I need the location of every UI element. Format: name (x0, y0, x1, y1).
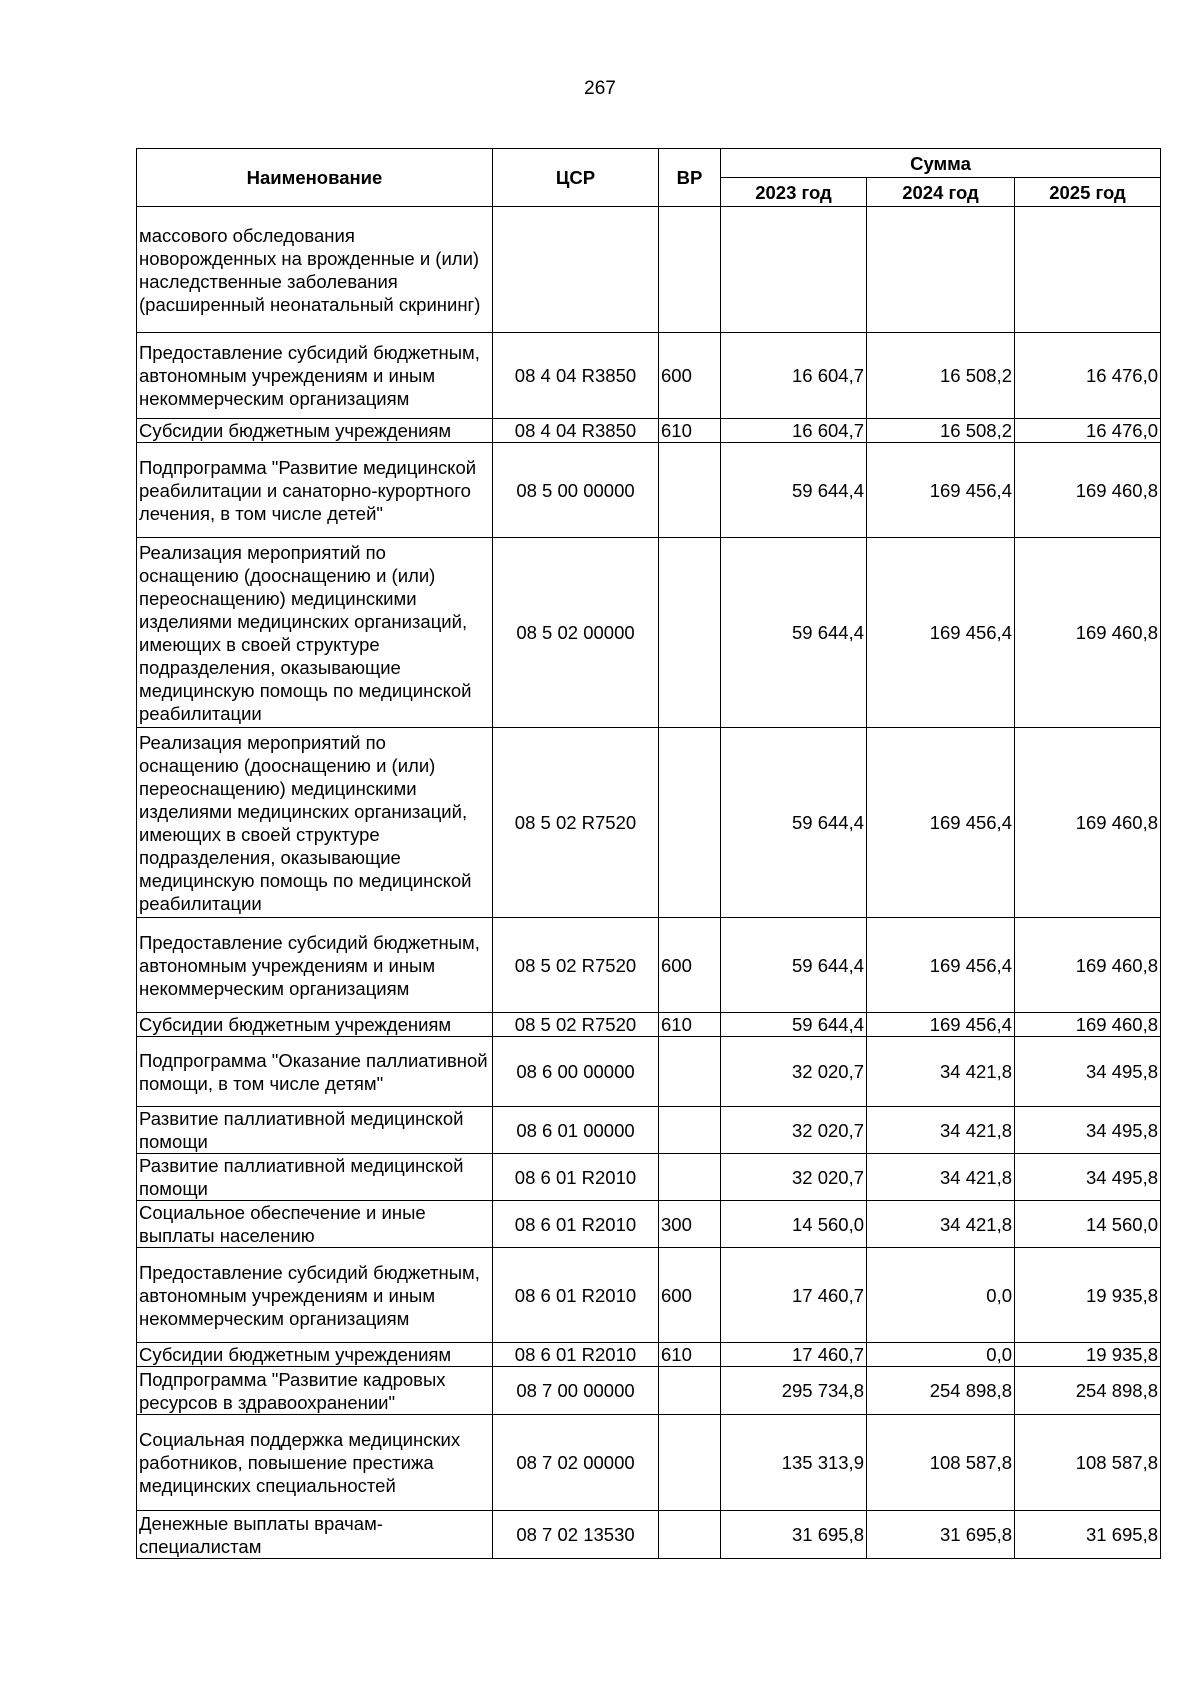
row-csr-cell: 08 5 02 00000 (493, 538, 659, 728)
header-year-2023: 2023 год (721, 178, 867, 207)
table-row (137, 538, 1161, 728)
row-name-cell: Субсидии бюджетным учреждениям (137, 419, 493, 443)
table-row (137, 207, 1161, 333)
row-2025-cell: 108 587,8 (1015, 1415, 1161, 1511)
row-vr-cell (659, 1415, 721, 1511)
row-2024-cell: 169 456,4 (867, 1013, 1015, 1037)
row-name-cell: Подпрограмма "Развитие кадровых ресурсов в здравоохранении" (137, 1367, 493, 1415)
row-2025-cell: 34 495,8 (1015, 1154, 1161, 1201)
row-csr-cell: 08 6 01 00000 (493, 1107, 659, 1154)
row-2024-cell: 169 456,4 (867, 728, 1015, 918)
row-2024-cell (867, 207, 1015, 333)
table-row (137, 443, 1161, 538)
row-csr-cell: 08 5 02 R7520 (493, 918, 659, 1013)
table-row (137, 1415, 1161, 1511)
row-name-cell: Развитие паллиативной медицинской помощи (137, 1154, 493, 1201)
table-row (137, 1343, 1161, 1367)
row-csr-cell: 08 6 01 R2010 (493, 1154, 659, 1201)
row-2024-cell: 16 508,2 (867, 333, 1015, 419)
header-sum: Сумма (721, 149, 1161, 178)
header-year-2024: 2024 год (867, 178, 1015, 207)
row-2025-cell: 16 476,0 (1015, 333, 1161, 419)
row-2025-cell: 254 898,8 (1015, 1367, 1161, 1415)
row-vr-cell (659, 443, 721, 538)
table-row (137, 1154, 1161, 1201)
row-2024-cell: 16 508,2 (867, 419, 1015, 443)
row-name-cell: Предоставление субсидий бюджетным, автономным учреждениям и иным некоммерческим организациям (137, 333, 493, 419)
row-vr-cell: 610 (659, 419, 721, 443)
header-year-2025: 2025 год (1015, 178, 1161, 207)
budget-table (136, 148, 1161, 1559)
row-vr-cell (659, 538, 721, 728)
row-2024-cell: 0,0 (867, 1343, 1015, 1367)
row-2025-cell: 169 460,8 (1015, 918, 1161, 1013)
row-vr-cell: 600 (659, 333, 721, 419)
page-number: 267 (584, 78, 616, 99)
row-name-cell: массового обследования новорожденных на врожденные и (или) наследственные заболевания (расширенный неонатальный скрининг) (137, 207, 493, 333)
header-name: Наименование (137, 149, 493, 207)
row-2025-cell: 169 460,8 (1015, 538, 1161, 728)
row-vr-cell: 600 (659, 918, 721, 1013)
row-vr-cell (659, 1511, 721, 1559)
row-name-cell: Социальное обеспечение и иные выплаты населению (137, 1201, 493, 1248)
row-name-cell: Развитие паллиативной медицинской помощи (137, 1107, 493, 1154)
table-body (137, 207, 1161, 1559)
row-2024-cell: 169 456,4 (867, 538, 1015, 728)
row-2025-cell: 34 495,8 (1015, 1037, 1161, 1107)
row-2024-cell: 108 587,8 (867, 1415, 1015, 1511)
row-csr-cell (493, 207, 659, 333)
row-csr-cell: 08 5 00 00000 (493, 443, 659, 538)
row-2023-cell: 31 695,8 (721, 1511, 867, 1559)
row-2024-cell: 169 456,4 (867, 918, 1015, 1013)
row-csr-cell: 08 4 04 R3850 (493, 419, 659, 443)
row-csr-cell: 08 7 02 00000 (493, 1415, 659, 1511)
table-row (137, 1037, 1161, 1107)
row-name-cell: Реализация мероприятий по оснащению (дооснащению и (или) переоснащению) медицинскими изделиями медицинских организаций, имеющих в своей структуре подразделения, оказывающие медицинскую помощь по медицинской реабилитации (137, 538, 493, 728)
row-2023-cell: 295 734,8 (721, 1367, 867, 1415)
row-csr-cell: 08 6 01 R2010 (493, 1201, 659, 1248)
header-vr: ВР (659, 149, 721, 207)
row-name-cell: Денежные выплаты врачам-специалистам (137, 1511, 493, 1559)
row-2023-cell: 59 644,4 (721, 918, 867, 1013)
row-csr-cell: 08 5 02 R7520 (493, 728, 659, 918)
table-row (137, 918, 1161, 1013)
table-header (137, 149, 1161, 207)
row-2023-cell: 32 020,7 (721, 1037, 867, 1107)
table-row (137, 1107, 1161, 1154)
row-2023-cell: 59 644,4 (721, 538, 867, 728)
row-2023-cell: 16 604,7 (721, 333, 867, 419)
row-2023-cell: 14 560,0 (721, 1201, 867, 1248)
row-name-cell: Социальная поддержка медицинских работников, повышение престижа медицинских специальностей (137, 1415, 493, 1511)
row-2024-cell: 34 421,8 (867, 1107, 1015, 1154)
row-csr-cell: 08 5 02 R7520 (493, 1013, 659, 1037)
row-2025-cell: 19 935,8 (1015, 1248, 1161, 1343)
row-2023-cell: 32 020,7 (721, 1107, 867, 1154)
row-2023-cell: 59 644,4 (721, 1013, 867, 1037)
row-vr-cell: 610 (659, 1013, 721, 1037)
row-2025-cell: 31 695,8 (1015, 1511, 1161, 1559)
row-name-cell: Реализация мероприятий по оснащению (дооснащению и (или) переоснащению) медицинскими изделиями медицинских организаций, имеющих в своей структуре подразделения, оказывающие медицинскую помощь по медицинской реабилитации (137, 728, 493, 918)
row-vr-cell (659, 1367, 721, 1415)
row-vr-cell (659, 728, 721, 918)
table-row (137, 1248, 1161, 1343)
row-2024-cell: 34 421,8 (867, 1037, 1015, 1107)
row-2024-cell: 254 898,8 (867, 1367, 1015, 1415)
table-row (137, 419, 1161, 443)
row-name-cell: Подпрограмма "Развитие медицинской реабилитации и санаторно-курортного лечения, в том числе детей" (137, 443, 493, 538)
row-csr-cell: 08 4 04 R3850 (493, 333, 659, 419)
row-vr-cell (659, 1107, 721, 1154)
row-2024-cell: 31 695,8 (867, 1511, 1015, 1559)
table-row (137, 333, 1161, 419)
row-2025-cell: 34 495,8 (1015, 1107, 1161, 1154)
row-vr-cell (659, 1037, 721, 1107)
row-2023-cell: 59 644,4 (721, 728, 867, 918)
row-name-cell: Предоставление субсидий бюджетным, автономным учреждениям и иным некоммерческим организациям (137, 1248, 493, 1343)
row-2023-cell: 135 313,9 (721, 1415, 867, 1511)
row-csr-cell: 08 6 00 00000 (493, 1037, 659, 1107)
row-2023-cell: 32 020,7 (721, 1154, 867, 1201)
row-2023-cell: 59 644,4 (721, 443, 867, 538)
row-2023-cell (721, 207, 867, 333)
row-csr-cell: 08 6 01 R2010 (493, 1343, 659, 1367)
row-2024-cell: 0,0 (867, 1248, 1015, 1343)
row-2025-cell: 16 476,0 (1015, 419, 1161, 443)
row-vr-cell: 300 (659, 1201, 721, 1248)
row-csr-cell: 08 7 00 00000 (493, 1367, 659, 1415)
row-name-cell: Предоставление субсидий бюджетным, автономным учреждениям и иным некоммерческим организациям (137, 918, 493, 1013)
row-vr-cell: 600 (659, 1248, 721, 1343)
table-row (137, 728, 1161, 918)
table-row (137, 1367, 1161, 1415)
table-row (137, 1201, 1161, 1248)
header-csr: ЦСР (493, 149, 659, 207)
row-2024-cell: 34 421,8 (867, 1154, 1015, 1201)
row-2025-cell: 169 460,8 (1015, 728, 1161, 918)
row-csr-cell: 08 6 01 R2010 (493, 1248, 659, 1343)
row-name-cell: Подпрограмма "Оказание паллиативной помощи, в том числе детям" (137, 1037, 493, 1107)
table-row (137, 1013, 1161, 1037)
row-vr-cell (659, 1154, 721, 1201)
row-2025-cell: 19 935,8 (1015, 1343, 1161, 1367)
row-name-cell: Субсидии бюджетным учреждениям (137, 1343, 493, 1367)
row-2025-cell: 14 560,0 (1015, 1201, 1161, 1248)
row-2023-cell: 17 460,7 (721, 1248, 867, 1343)
row-2025-cell: 169 460,8 (1015, 1013, 1161, 1037)
row-2024-cell: 169 456,4 (867, 443, 1015, 538)
row-csr-cell: 08 7 02 13530 (493, 1511, 659, 1559)
row-2023-cell: 17 460,7 (721, 1343, 867, 1367)
row-vr-cell: 610 (659, 1343, 721, 1367)
row-2025-cell: 169 460,8 (1015, 443, 1161, 538)
row-2024-cell: 34 421,8 (867, 1201, 1015, 1248)
row-vr-cell (659, 207, 721, 333)
table-row (137, 1511, 1161, 1559)
row-name-cell: Субсидии бюджетным учреждениям (137, 1013, 493, 1037)
row-2023-cell: 16 604,7 (721, 419, 867, 443)
row-2025-cell (1015, 207, 1161, 333)
